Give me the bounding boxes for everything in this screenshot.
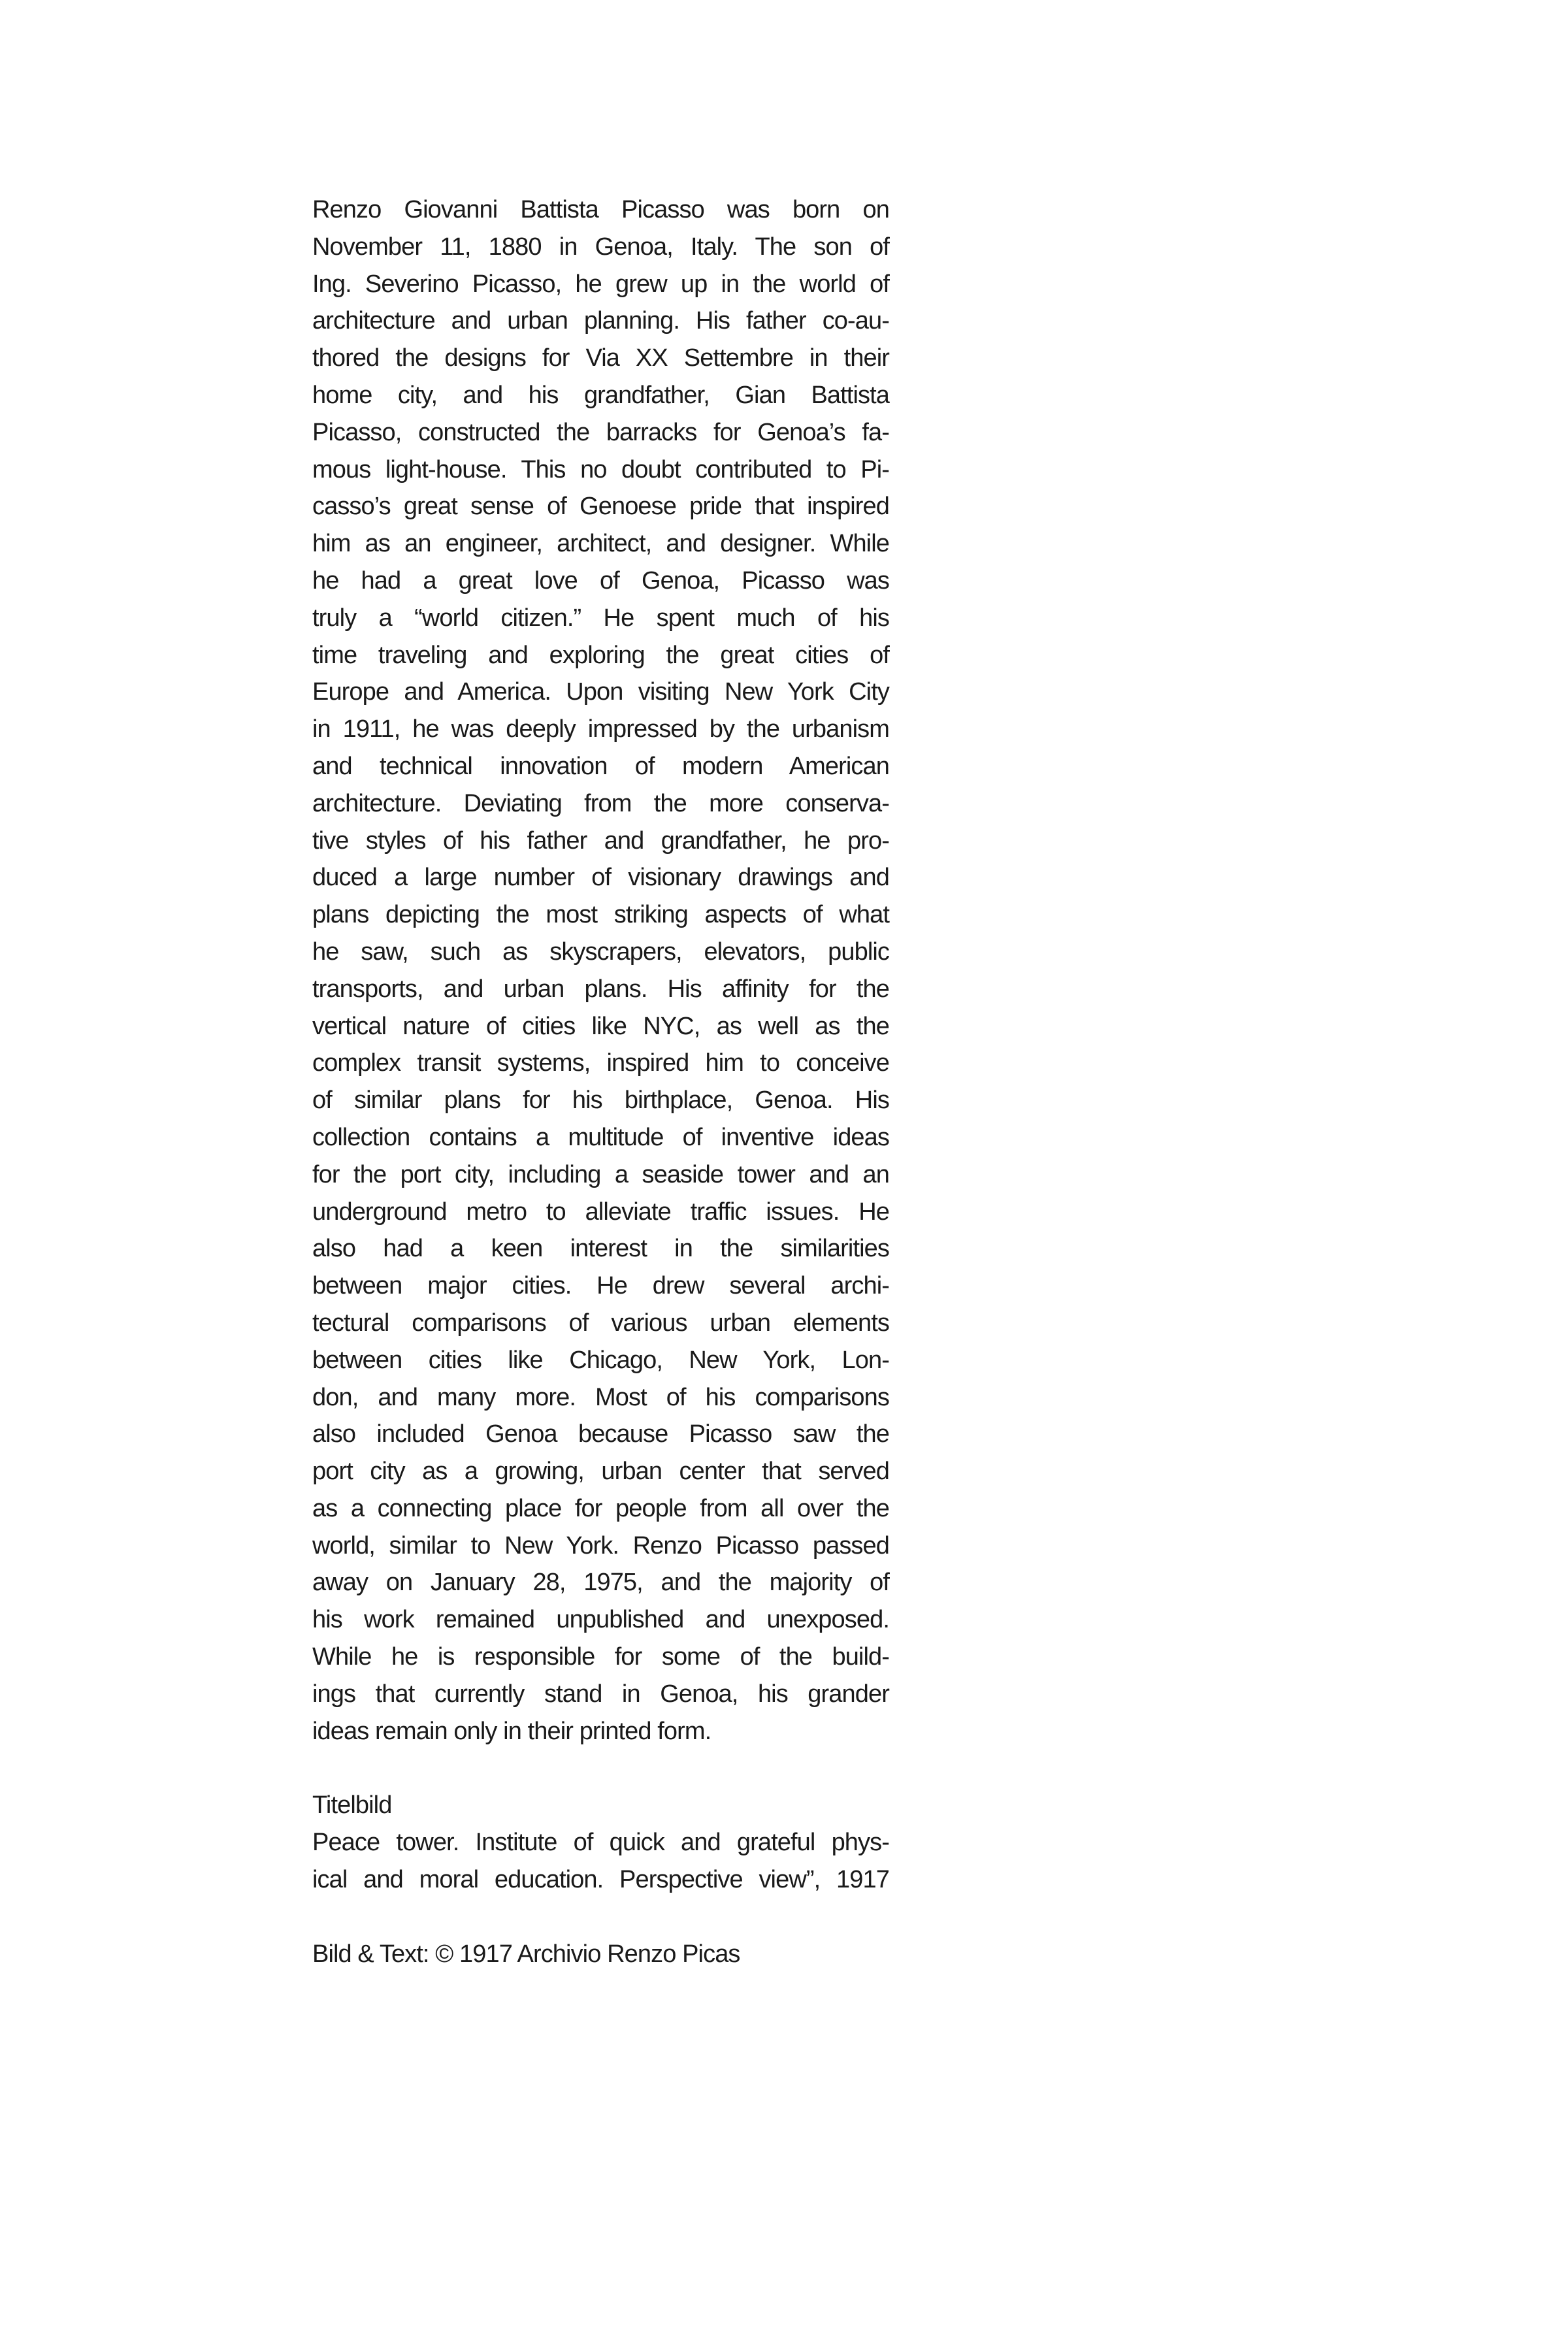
bio-line: duced a large number of visionary drawings and	[312, 864, 889, 892]
bio-line: collection contains a multitude of inventive ideas	[312, 1123, 889, 1151]
bio-line: architecture. Deviating from the more conserva-	[312, 789, 889, 817]
text-column	[312, 191, 889, 1973]
bio-line: While he is responsible for some of the build-	[312, 1643, 889, 1671]
bio-line: world, similar to New York. Renzo Picasso passed	[312, 1531, 889, 1560]
bio-line: tive styles of his father and grandfather, he pro-	[312, 826, 889, 855]
bio-line: casso’s great sense of Genoese pride that inspired	[312, 493, 889, 521]
bio-line: also had a keen interest in the similarities	[312, 1235, 889, 1263]
bio-line: ideas remain only in their printed form.	[312, 1717, 711, 1745]
bio-line: between major cities. He drew several archi-	[312, 1272, 889, 1300]
bio-line: Picasso, constructed the barracks for Genoa’s fa-	[312, 418, 889, 446]
bio-line: tectural comparisons of various urban elements	[312, 1309, 889, 1337]
bio-line: as a connecting place for people from all over the	[312, 1494, 889, 1522]
bio-line: architecture and urban planning. His father co-au-	[312, 307, 889, 335]
bio-line: time traveling and exploring the great cities of	[312, 641, 889, 669]
caption-text-line: Peace tower. Institute of quick and grateful phys-	[312, 1829, 889, 1857]
bio-line: Europe and America. Upon visiting New York City	[312, 678, 889, 706]
bio-line: Ing. Severino Picasso, he grew up in the world of	[312, 270, 889, 298]
bio-line: and technical innovation of modern American	[312, 752, 889, 780]
image-caption	[312, 1787, 889, 1898]
bio-line: of similar plans for his birthplace, Genoa. His	[312, 1086, 889, 1115]
bio-line: he had a great love of Genoa, Picasso was	[312, 566, 889, 595]
bio-line: for the port city, including a seaside tower and an	[312, 1160, 889, 1188]
bio-line: he saw, such as skyscrapers, elevators, public	[312, 938, 889, 966]
bio-line: plans depicting the most striking aspects of what	[312, 901, 889, 929]
bio-line: truly a “world citizen.” He spent much of his	[312, 604, 889, 632]
bio-line: November 11, 1880 in Genoa, Italy. The son of	[312, 233, 889, 261]
bio-line: Renzo Giovanni Battista Picasso was born on	[312, 196, 889, 223]
bio-line: mous light-house. This no doubt contributed to Pi-	[312, 455, 889, 483]
bio-line: his work remained unpublished and unexposed.	[312, 1606, 889, 1634]
caption-heading: Titelbild	[312, 1791, 392, 1820]
bio-line: port city as a growing, urban center that served	[312, 1458, 889, 1486]
bio-line: ings that currently stand in Genoa, his grander	[312, 1680, 889, 1708]
bio-line: underground metro to alleviate traffic issues. He	[312, 1198, 889, 1226]
bio-line: also included Genoa because Picasso saw the	[312, 1420, 889, 1448]
bio-line: transports, and urban plans. His affinity for the	[312, 975, 889, 1003]
bio-line: home city, and his grandfather, Gian Battista	[312, 381, 889, 409]
credit-line: Bild & Text: © 1917 Archivio Renzo Picas	[312, 1940, 740, 1968]
caption-text-line: ical and moral education. Perspective view”, 1917	[312, 1866, 889, 1894]
bio-line: in 1911, he was deeply impressed by the urbanism	[312, 715, 889, 743]
bio-line: him as an engineer, architect, and designer. While	[312, 530, 889, 558]
bio-line: complex transit systems, inspired him to conceive	[312, 1049, 889, 1077]
bio-line: away on January 28, 1975, and the majority of	[312, 1569, 889, 1597]
bio-line: vertical nature of cities like NYC, as well as the	[312, 1012, 889, 1040]
bio-line: don, and many more. Most of his comparisons	[312, 1383, 889, 1411]
bio-line: thored the designs for Via XX Settembre in their	[312, 344, 889, 372]
biography-paragraph	[312, 191, 889, 1750]
bio-line: between cities like Chicago, New York, Lon-	[312, 1346, 889, 1374]
